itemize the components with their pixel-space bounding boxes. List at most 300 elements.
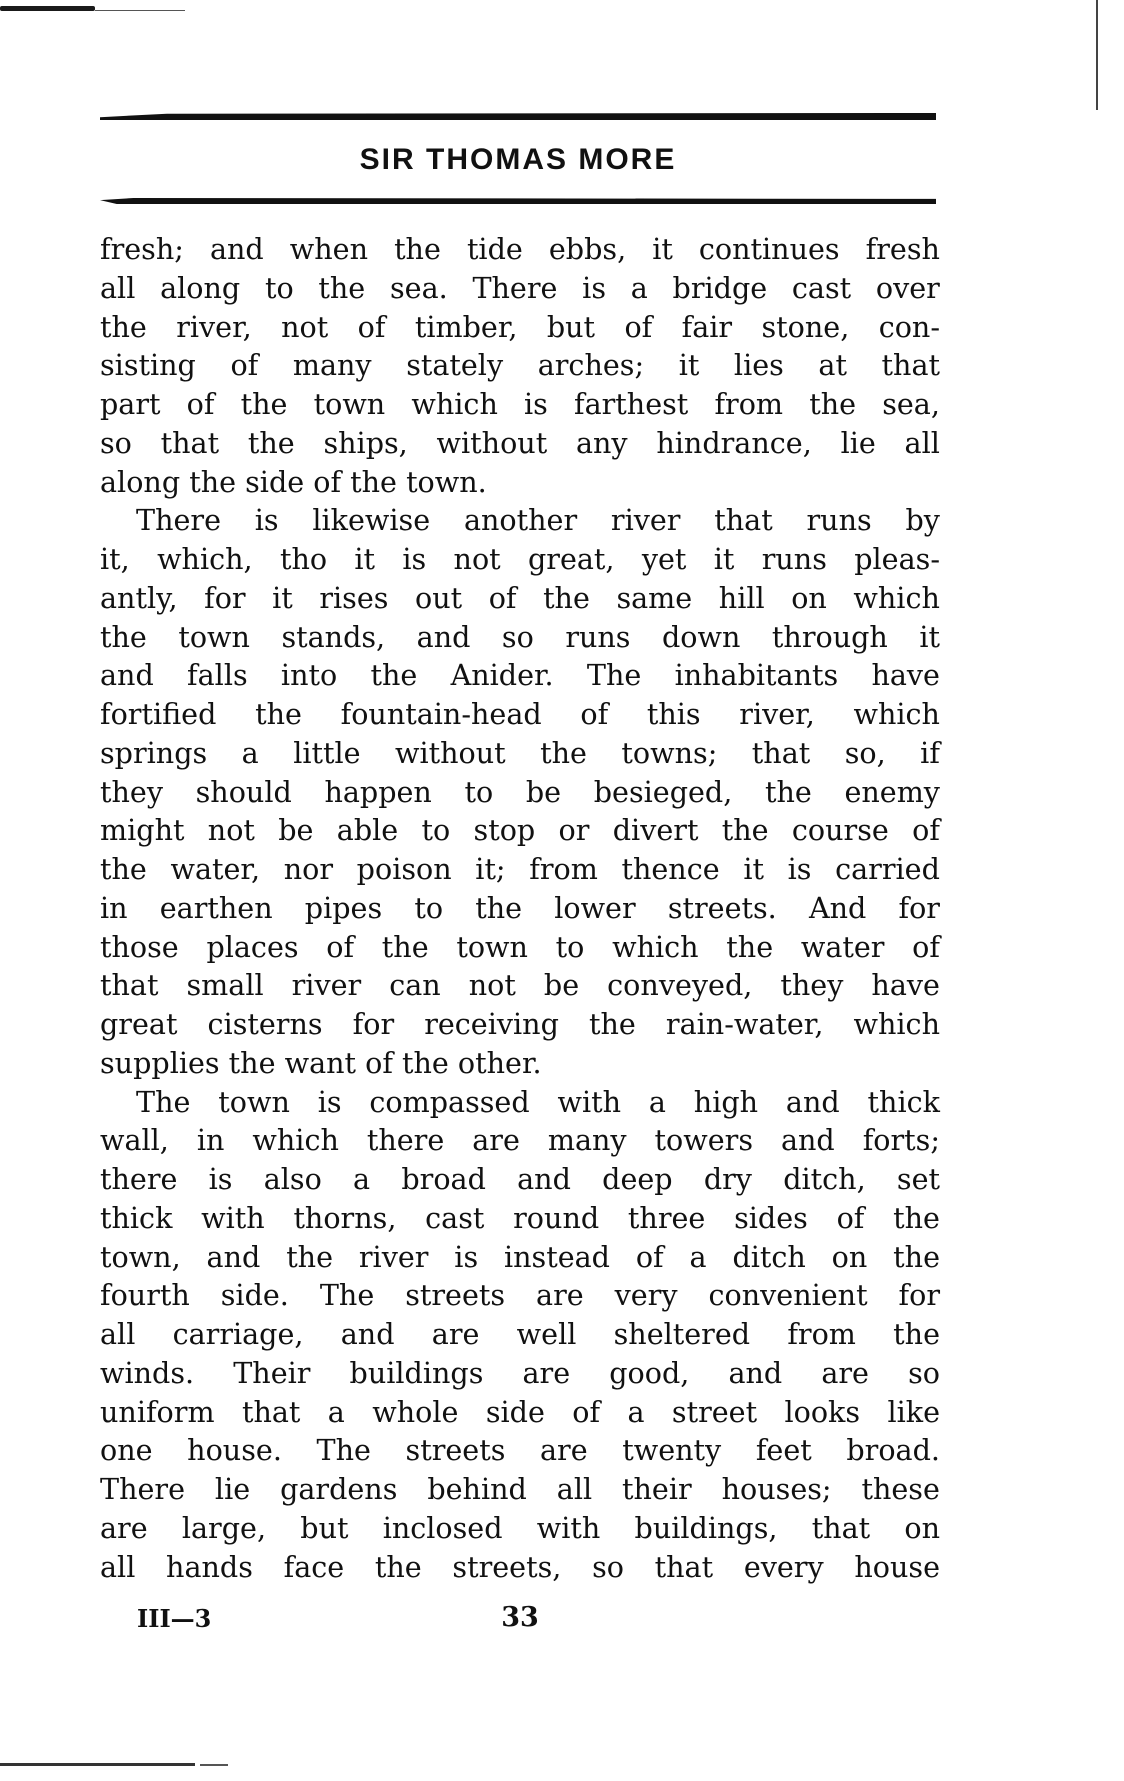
word: There xyxy=(100,1472,185,1506)
word: to xyxy=(555,929,585,964)
text-line-paragraph-end: along the side of the town. xyxy=(100,464,487,499)
word: this xyxy=(646,697,701,731)
word: is xyxy=(524,387,548,421)
word: is xyxy=(582,270,606,305)
word: all xyxy=(100,1549,136,1584)
word: the xyxy=(240,387,288,421)
word: hill xyxy=(718,580,765,615)
text-line xyxy=(100,1548,940,1587)
word: of xyxy=(488,580,517,615)
word: into xyxy=(280,658,338,693)
word: not xyxy=(207,813,255,848)
word: all xyxy=(100,270,136,305)
word: Anider. xyxy=(450,658,554,693)
word: inclosed xyxy=(382,1510,503,1545)
word: water xyxy=(800,929,885,964)
word: river xyxy=(610,503,681,538)
word: the xyxy=(893,1317,940,1351)
word: instead xyxy=(503,1239,610,1274)
word: course xyxy=(791,813,889,848)
scan-edge-line-top xyxy=(95,10,185,11)
word: the xyxy=(893,1239,940,1274)
word: able xyxy=(336,813,399,848)
word: and xyxy=(100,658,154,693)
word: thick xyxy=(867,1084,940,1119)
word: from xyxy=(714,387,784,421)
word: same xyxy=(616,580,693,615)
word: every xyxy=(743,1549,824,1584)
word: the xyxy=(100,619,147,654)
word: but xyxy=(546,309,596,344)
word: to xyxy=(464,774,494,809)
word: high xyxy=(693,1084,759,1119)
scan-edge-mark-right xyxy=(1096,0,1098,110)
word: The xyxy=(319,1278,375,1313)
word: the xyxy=(255,697,302,731)
word: it xyxy=(678,348,700,383)
word: any xyxy=(575,425,628,460)
word: face xyxy=(283,1549,345,1584)
word: another xyxy=(463,503,578,538)
word: the xyxy=(721,813,769,848)
word: for xyxy=(352,1007,395,1041)
word: all xyxy=(904,425,940,460)
word: can xyxy=(389,968,441,1003)
word: stop xyxy=(473,813,536,848)
word: it xyxy=(652,232,673,266)
text-line xyxy=(100,1005,940,1044)
word: of xyxy=(572,1394,601,1429)
word: side xyxy=(485,1394,545,1429)
text-line xyxy=(100,695,940,734)
word: whole xyxy=(372,1394,459,1429)
text-line xyxy=(100,346,940,385)
word: through xyxy=(771,619,888,654)
word: carriage, xyxy=(172,1317,304,1351)
word: fresh; xyxy=(100,232,184,266)
word: river xyxy=(291,968,362,1003)
word: at xyxy=(818,348,847,383)
word: inhabitants xyxy=(674,658,839,693)
word: town, xyxy=(100,1239,181,1274)
word: is xyxy=(787,852,812,886)
word: and xyxy=(209,232,264,266)
word: are xyxy=(431,1317,480,1351)
word: many xyxy=(547,1123,627,1158)
word: they xyxy=(780,968,844,1003)
word: so xyxy=(501,619,534,654)
word: runs xyxy=(761,542,827,576)
word: have xyxy=(871,968,940,1003)
word: when xyxy=(289,232,369,266)
word: the xyxy=(100,852,147,886)
word: the xyxy=(589,1007,636,1041)
text-line xyxy=(100,540,940,579)
word: and xyxy=(780,1123,835,1158)
word: of xyxy=(912,929,940,964)
word: there xyxy=(366,1123,445,1158)
word: that xyxy=(751,735,811,770)
word: town xyxy=(218,1084,290,1119)
word: lie xyxy=(214,1472,251,1506)
word: so xyxy=(592,1549,624,1584)
word: street xyxy=(671,1394,758,1429)
word: so xyxy=(908,1355,940,1390)
word: it xyxy=(354,542,376,576)
word: The xyxy=(316,1433,371,1468)
word: the xyxy=(247,425,295,460)
word: likewise xyxy=(312,503,431,538)
text-line xyxy=(100,424,940,463)
word: that xyxy=(100,968,159,1003)
page-number: 33 xyxy=(501,1602,539,1633)
word: that xyxy=(881,348,940,383)
word: to xyxy=(421,813,451,848)
text-line xyxy=(100,928,940,967)
word: farthest xyxy=(574,387,689,421)
word: winds. xyxy=(100,1355,195,1390)
word: the xyxy=(370,658,418,693)
text-line-paragraph-end: supplies the want of the other. xyxy=(100,1045,542,1080)
word: in xyxy=(100,890,128,925)
word: thorns, xyxy=(293,1200,397,1235)
word: without xyxy=(395,735,506,770)
word: runs xyxy=(806,503,872,538)
scan-edge-mark-top-left xyxy=(0,6,95,11)
word: which xyxy=(853,1007,940,1041)
word: that xyxy=(654,1549,714,1584)
word: of xyxy=(186,387,215,421)
word: broad xyxy=(401,1162,486,1196)
word: river, xyxy=(739,697,815,731)
word: ditch, xyxy=(783,1162,866,1196)
word: very xyxy=(614,1278,678,1313)
word: water, xyxy=(170,852,261,886)
word: side. xyxy=(220,1278,289,1313)
word: is xyxy=(317,1084,342,1119)
word: The xyxy=(136,1084,191,1119)
word: cisterns xyxy=(207,1007,323,1041)
word: of xyxy=(635,1239,664,1274)
word: wall, xyxy=(100,1123,169,1158)
word: receiving xyxy=(424,1007,559,1041)
word: sea, xyxy=(882,387,940,421)
word: feet xyxy=(755,1433,812,1468)
word: on xyxy=(904,1510,940,1545)
word: the xyxy=(286,1239,334,1274)
word: that xyxy=(811,1510,871,1545)
text-line xyxy=(100,850,940,889)
word: sides xyxy=(734,1200,808,1235)
text-line xyxy=(100,1354,940,1393)
word: along xyxy=(160,270,241,305)
word: not xyxy=(281,309,329,344)
word: There xyxy=(136,503,221,538)
word: stands, xyxy=(281,619,386,654)
word: so, xyxy=(844,735,886,770)
word: falls xyxy=(187,658,248,693)
word: and xyxy=(416,619,471,654)
word: be xyxy=(543,968,580,1003)
word: by xyxy=(905,503,940,538)
word: the xyxy=(381,929,429,964)
word: fourth xyxy=(100,1278,190,1313)
word: to xyxy=(264,270,294,305)
word: be xyxy=(525,774,562,809)
word: deep xyxy=(602,1162,673,1196)
text-line xyxy=(100,579,940,618)
word: hands xyxy=(166,1549,253,1584)
word: the xyxy=(100,309,147,344)
word: the xyxy=(809,387,857,421)
word: river xyxy=(358,1239,429,1274)
word: large, xyxy=(181,1510,267,1545)
word: if xyxy=(920,735,940,770)
word: on xyxy=(791,580,827,615)
word: from xyxy=(529,852,598,886)
word: it xyxy=(743,852,764,886)
text-line xyxy=(100,1276,940,1315)
word: poison xyxy=(356,852,452,886)
word: those xyxy=(100,929,179,964)
text-line xyxy=(100,618,940,657)
body-text xyxy=(100,230,940,1586)
text-line xyxy=(100,1393,940,1432)
word: set xyxy=(896,1162,940,1196)
word: great, xyxy=(527,542,615,576)
word: pipes xyxy=(304,890,383,925)
word: small xyxy=(186,968,264,1003)
word: house. xyxy=(187,1433,282,1468)
word: not xyxy=(468,968,516,1003)
word: it; xyxy=(475,852,506,886)
word: convenient xyxy=(708,1278,868,1313)
scan-edge-mark-bottom xyxy=(0,1763,195,1766)
word: forts; xyxy=(862,1123,940,1158)
word: enemy xyxy=(844,774,940,809)
word: thick xyxy=(100,1200,173,1235)
word: should xyxy=(195,774,292,809)
word: The xyxy=(586,658,642,693)
word: is xyxy=(454,1239,479,1274)
word: rises xyxy=(319,580,389,615)
word: cast xyxy=(425,1200,485,1235)
signature-mark: III—3 xyxy=(137,1604,212,1633)
word: is xyxy=(208,1162,233,1196)
text-line xyxy=(100,889,940,928)
word: a xyxy=(627,1394,645,1429)
text-line xyxy=(100,308,940,347)
word: fair xyxy=(681,309,733,344)
word: are xyxy=(100,1510,148,1545)
word: uniform xyxy=(100,1394,215,1429)
word: are xyxy=(540,1433,588,1468)
word: town xyxy=(313,387,386,421)
text-line xyxy=(100,269,940,308)
word: runs xyxy=(565,619,631,654)
word: continues xyxy=(698,232,840,266)
word: lower xyxy=(554,890,636,925)
text-line xyxy=(100,811,940,850)
word: is xyxy=(254,503,279,538)
word: hindrance, xyxy=(656,425,812,460)
word: one xyxy=(100,1433,153,1468)
word: arches; xyxy=(537,348,645,383)
word: and xyxy=(340,1317,395,1351)
word: it xyxy=(919,619,940,654)
word: rain-water, xyxy=(665,1007,824,1041)
word: with xyxy=(536,1510,601,1545)
header-rule-bottom xyxy=(100,198,936,204)
word: is xyxy=(402,542,427,576)
word: earthen xyxy=(159,890,273,925)
word: divert xyxy=(612,813,699,848)
word: that xyxy=(160,425,220,460)
word: of xyxy=(836,1200,865,1235)
word: from xyxy=(787,1317,856,1351)
word: which xyxy=(612,929,699,964)
word: cast xyxy=(791,270,852,305)
text-line xyxy=(100,773,940,812)
word: for xyxy=(898,1278,940,1313)
word: ships, xyxy=(323,425,408,460)
word: not xyxy=(453,542,501,576)
word: and xyxy=(785,1084,840,1119)
word: three xyxy=(627,1200,706,1235)
text-line xyxy=(100,1199,940,1238)
word: of xyxy=(326,929,355,964)
text-line xyxy=(100,1470,940,1509)
word: part xyxy=(100,387,161,421)
word: these xyxy=(861,1472,940,1506)
word: which xyxy=(853,580,940,615)
word: which xyxy=(853,697,940,731)
word: are xyxy=(472,1123,520,1158)
word: it, xyxy=(100,542,130,576)
word: a xyxy=(327,1394,345,1429)
text-line xyxy=(100,230,940,269)
word: springs xyxy=(100,735,208,770)
word: the xyxy=(318,270,366,305)
word: And xyxy=(808,890,867,925)
word: over xyxy=(875,270,940,305)
word: town xyxy=(456,929,528,964)
word: buildings xyxy=(349,1355,484,1390)
word: broad. xyxy=(846,1433,940,1468)
text-line xyxy=(100,1238,940,1277)
word: be xyxy=(278,813,314,848)
word: but xyxy=(300,1510,349,1545)
word: that xyxy=(714,503,773,538)
word: house xyxy=(854,1549,940,1584)
word: lie xyxy=(840,425,876,460)
word: also xyxy=(263,1162,322,1196)
word: a xyxy=(241,735,259,770)
word: sea. xyxy=(389,270,448,305)
word: which xyxy=(411,387,498,421)
word: timber, xyxy=(414,309,518,344)
word: conveyed, xyxy=(607,968,753,1003)
word: all xyxy=(556,1472,593,1506)
word: houses; xyxy=(721,1472,832,1506)
word: the xyxy=(764,774,812,809)
word: so xyxy=(100,425,132,460)
word: town xyxy=(178,619,250,654)
text-line-paragraph-start xyxy=(100,501,940,540)
word: that xyxy=(241,1394,301,1429)
word: antly, xyxy=(100,580,178,615)
header-rule-top xyxy=(100,113,936,120)
word: the xyxy=(893,1200,940,1235)
word: river, xyxy=(176,309,252,344)
word: streets xyxy=(405,1278,506,1313)
word: with xyxy=(557,1084,622,1119)
word: for xyxy=(898,890,940,925)
word: with xyxy=(201,1200,265,1235)
word: places xyxy=(206,929,299,964)
word: stately xyxy=(406,348,504,383)
word: bridge xyxy=(672,270,768,305)
word: the xyxy=(475,890,523,925)
text-line xyxy=(100,385,940,424)
word: carried xyxy=(835,852,940,886)
word: in xyxy=(196,1123,225,1158)
word: looks xyxy=(784,1394,861,1429)
text-line xyxy=(100,734,940,773)
word: are xyxy=(522,1355,571,1390)
word: well xyxy=(516,1317,577,1351)
word: which xyxy=(252,1123,339,1158)
word: it xyxy=(272,580,293,615)
word: a xyxy=(648,1084,666,1119)
word: buildings, xyxy=(634,1510,778,1545)
word: of xyxy=(230,348,259,383)
word: of xyxy=(912,813,940,848)
text-line xyxy=(100,1509,940,1548)
word: the xyxy=(540,735,587,770)
word: they xyxy=(100,774,163,809)
word: fountain-head xyxy=(340,697,542,731)
word: like xyxy=(887,1394,940,1429)
word: might xyxy=(100,813,185,848)
word: yet xyxy=(641,542,687,576)
word: tide xyxy=(466,232,523,266)
word: Their xyxy=(233,1355,311,1390)
word: gardens xyxy=(280,1472,398,1506)
word: There xyxy=(472,270,558,305)
word: fortified xyxy=(100,697,217,731)
word: have xyxy=(871,658,940,693)
word: happen xyxy=(324,774,432,809)
word: dry xyxy=(703,1162,752,1196)
text-line xyxy=(100,1431,940,1470)
word: twenty xyxy=(622,1433,722,1468)
word: lies xyxy=(733,348,784,383)
word: pleas- xyxy=(854,542,940,576)
text-line-paragraph-start xyxy=(100,1083,940,1122)
text-line xyxy=(100,966,940,1005)
word: round xyxy=(513,1200,600,1235)
word: of xyxy=(624,309,653,344)
text-line xyxy=(100,656,940,695)
scan-edge-dash-bottom xyxy=(200,1764,228,1766)
word: towers xyxy=(654,1123,753,1158)
word: there xyxy=(100,1162,178,1196)
word: a xyxy=(689,1239,707,1274)
word: compassed xyxy=(369,1084,530,1119)
word: a xyxy=(630,270,648,305)
word: the xyxy=(726,929,774,964)
